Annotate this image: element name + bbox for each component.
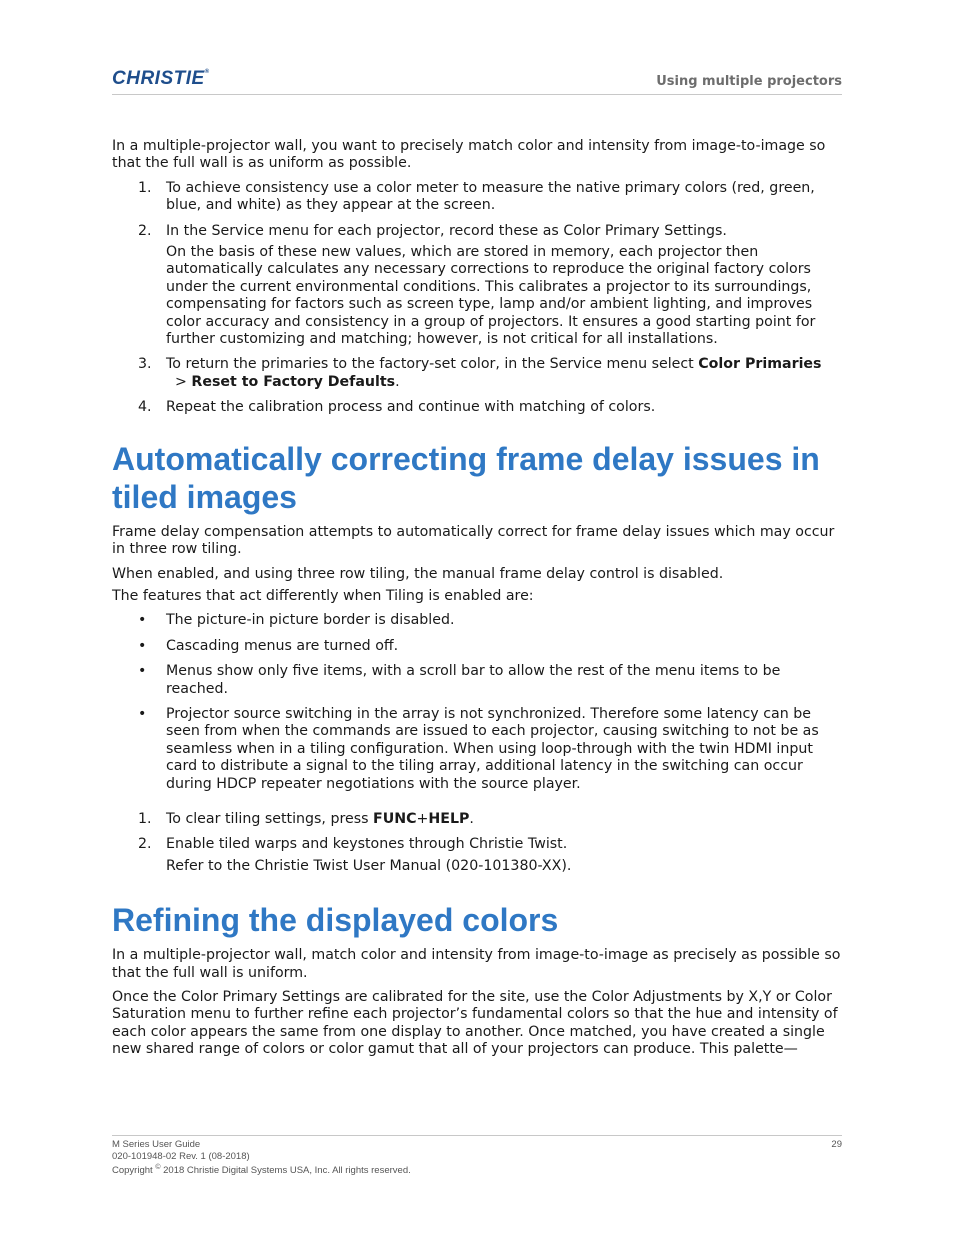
section3-paragraph: In a multiple-projector wall, match color and intensity from image-to-image as precisely as possible so that the full wall is uniform. xyxy=(112,947,841,981)
step-text: In the Service menu for each projector, record these as Color Primary Settings. xyxy=(166,222,727,239)
step-text xyxy=(166,811,842,828)
list-item xyxy=(112,399,842,416)
step-detail: Refer to the Christie Twist User Manual (020-101380-XX). xyxy=(166,857,572,874)
bullet: • xyxy=(138,612,147,629)
section3-heading: Refining the displayed colors xyxy=(112,902,559,939)
list-item xyxy=(112,223,842,349)
step-text: To achieve consistency use a color meter to measure the native primary colors (red, green, blue, and white) as they appear at the screen. xyxy=(166,179,815,214)
copyright-text: 2018 Christie Digital Systems USA, Inc. All rights reserved. xyxy=(160,1165,411,1177)
footer-guide-title: M Series User Guide xyxy=(112,1139,201,1150)
section2-paragraph: When enabled, and using three row tiling, the manual frame delay control is disabled. xyxy=(112,565,724,582)
step-text-part: . xyxy=(395,373,400,390)
step-number: 1. xyxy=(138,810,152,827)
bullet: • xyxy=(138,637,147,654)
section1-intro: In a multiple-projector wall, you want to precisely match color and intensity from image-to-image so that the full wall is as uniform as possible. xyxy=(112,138,826,172)
step-text: Repeat the calibration process and continue with matching of colors. xyxy=(166,399,656,416)
bullet: • xyxy=(138,705,147,722)
list-item xyxy=(112,811,842,828)
key-help: HELP xyxy=(428,810,470,827)
section3-paragraph: Once the Color Primary Settings are calibrated for the site, use the Color Adjustments by X,Y or Color Saturation menu to further refine each projector’s fundamental colors so that the hue and intensity of each color appears the same from one display to another. Once matched, you have created a single new shared range of colors or color gamut that all of your projectors can produce. This palette— xyxy=(112,989,838,1058)
page-header xyxy=(112,64,842,95)
step-detail: On the basis of these new values, which are stored in memory, each projector then automatically calculates any necessary corrections to reproduce the original factory colors under the current environmental conditions. This calibrates a projector to its surroundings, compensating for factors such as screen type, lamp and/or ambient lighting, and improves color accuracy and consistency in a group of projectors. It ensures a good starting point for further customizing and matching; however, is not critical for all installations. xyxy=(166,244,816,348)
tiling-features-list xyxy=(112,612,842,793)
bullet-text: The picture-in picture border is disabled. xyxy=(166,612,455,629)
step-number: 2. xyxy=(138,836,152,853)
christie-logo xyxy=(112,68,210,90)
page-number: 29 xyxy=(831,1139,842,1150)
copyright-prefix: Copyright xyxy=(112,1165,156,1177)
step-number: 3. xyxy=(138,356,152,373)
list-item xyxy=(112,706,842,793)
list-item xyxy=(112,356,842,391)
key-func: FUNC xyxy=(373,810,417,827)
list-item xyxy=(112,836,842,875)
list-item xyxy=(112,638,842,655)
tiling-steps xyxy=(112,811,842,875)
step-text-part: To return the primaries to the factory-set color, in the Service menu select xyxy=(166,356,699,373)
section2-paragraph: The features that act differently when Tiling is enabled are: xyxy=(112,587,534,604)
step-text: Enable tiled warps and keystones through Christie Twist. xyxy=(166,836,568,853)
menu-separator: > xyxy=(166,373,192,390)
section-title: Using multiple projectors xyxy=(656,74,842,89)
calibration-steps xyxy=(112,180,842,417)
registered-mark: ® xyxy=(204,69,210,75)
copyright-symbol: © xyxy=(155,1164,161,1171)
bullet-text: Cascading menus are turned off. xyxy=(166,637,399,654)
bullet: • xyxy=(138,663,147,680)
step-number: 2. xyxy=(138,222,152,239)
step-number: 4. xyxy=(138,399,152,416)
step-text-part: To clear tiling settings, press xyxy=(166,810,373,827)
logo-text: CHRISTIE xyxy=(112,68,205,89)
list-item xyxy=(112,180,842,215)
list-item xyxy=(112,663,842,698)
menu-path-color-primaries: Color Primaries xyxy=(698,356,822,373)
footer-doc-number: 020-101948-02 Rev. 1 (08-2018) xyxy=(112,1150,250,1162)
section2-heading: Automatically correcting frame delay issues in tiled images xyxy=(112,440,820,515)
step-text xyxy=(166,356,842,391)
page-body xyxy=(112,138,842,1066)
section2-paragraph: Frame delay compensation attempts to automatically correct for frame delay issues which may occur in three row tiling. xyxy=(112,523,835,558)
bullet-text: Projector source switching in the array is not synchronized. Therefore some latency can be seen from when the commands are issued to each projector, causing switching to not be as seamless when in a tiling configuration. When using loop-through with the twin HDMI input card to distribute a signal to the tiling array, additional latency in the switching can occur during HDCP repeater negotiations with the source player. xyxy=(166,705,819,792)
step-text-part: . xyxy=(469,810,474,827)
key-plus: + xyxy=(416,810,429,827)
footer-copyright xyxy=(112,1162,842,1177)
list-item xyxy=(112,612,842,629)
bullet-text: Menus show only five items, with a scroll bar to allow the rest of the menu items to be reached. xyxy=(166,663,781,697)
page-footer xyxy=(112,1135,842,1177)
menu-path-reset-defaults: Reset to Factory Defaults xyxy=(191,373,396,390)
step-number: 1. xyxy=(138,179,152,196)
